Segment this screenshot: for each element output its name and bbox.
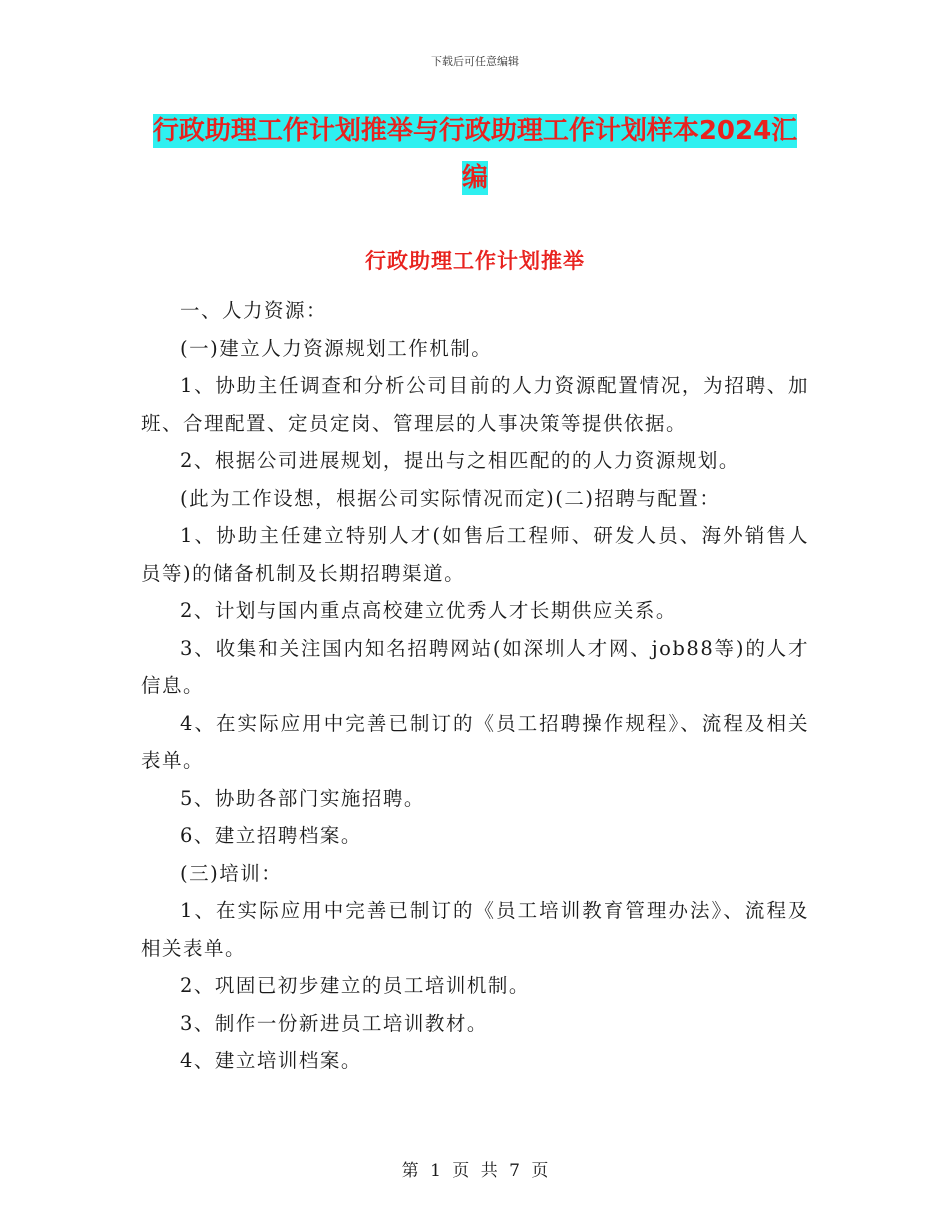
paragraph: 1、在实际应用中完善已制订的《员工培训教育管理办法》、流程及相关表单。 [141, 899, 809, 960]
paragraph: (一)建立人力资源规划工作机制。 [180, 336, 493, 360]
paragraph: 2、计划与国内重点高校建立优秀人才长期供应关系。 [180, 599, 677, 622]
paragraph: (三)培训： [180, 861, 283, 885]
paragraph: 4、在实际应用中完善已制订的《员工招聘操作规程》、流程及相关表单。 [141, 711, 809, 772]
paragraph: 1、协助主任建立特别人才(如售后工程师、研发人员、海外销售人员等)的储备机制及长期招聘渠道。 [141, 524, 809, 585]
paragraph: 一、人力资源： [180, 299, 328, 322]
paragraph: 3、收集和关注国内知名招聘网站(如深圳人才网、job88等)的人才信息。 [141, 636, 809, 697]
paragraph: 2、巩固已初步建立的员工培训机制。 [180, 974, 530, 997]
paragraph: 5、协助各部门实施招聘。 [180, 786, 425, 810]
paragraph: 6、建立招聘档案。 [180, 824, 362, 847]
page-header-note: 下载后可任意编辑 [431, 55, 519, 68]
document-title-text: 行政助理工作计划推举与行政助理工作计划样本2024汇编 [152, 116, 798, 193]
section-title: 行政助理工作计划推举 [365, 249, 585, 273]
paragraph: 1、协助主任调查和分析公司目前的人力资源配置情况，为招聘、加班、合理配置、定员定岗、管理层的人事决策等提供依据。 [141, 374, 809, 435]
document-body [141, 292, 809, 1080]
paragraph: (此为工作设想，根据公司实际情况而定)(二)招聘与配置： [180, 486, 721, 510]
paragraph: 4、建立培训档案。 [180, 1049, 362, 1072]
document-title [140, 108, 810, 202]
paragraph: 3、制作一份新进员工培训教材。 [180, 1011, 488, 1035]
page-number: 第 1 页 共 7 页 [401, 1161, 549, 1181]
paragraph: 2、根据公司进展规划，提出与之相匹配的的人力资源规划。 [180, 449, 740, 472]
